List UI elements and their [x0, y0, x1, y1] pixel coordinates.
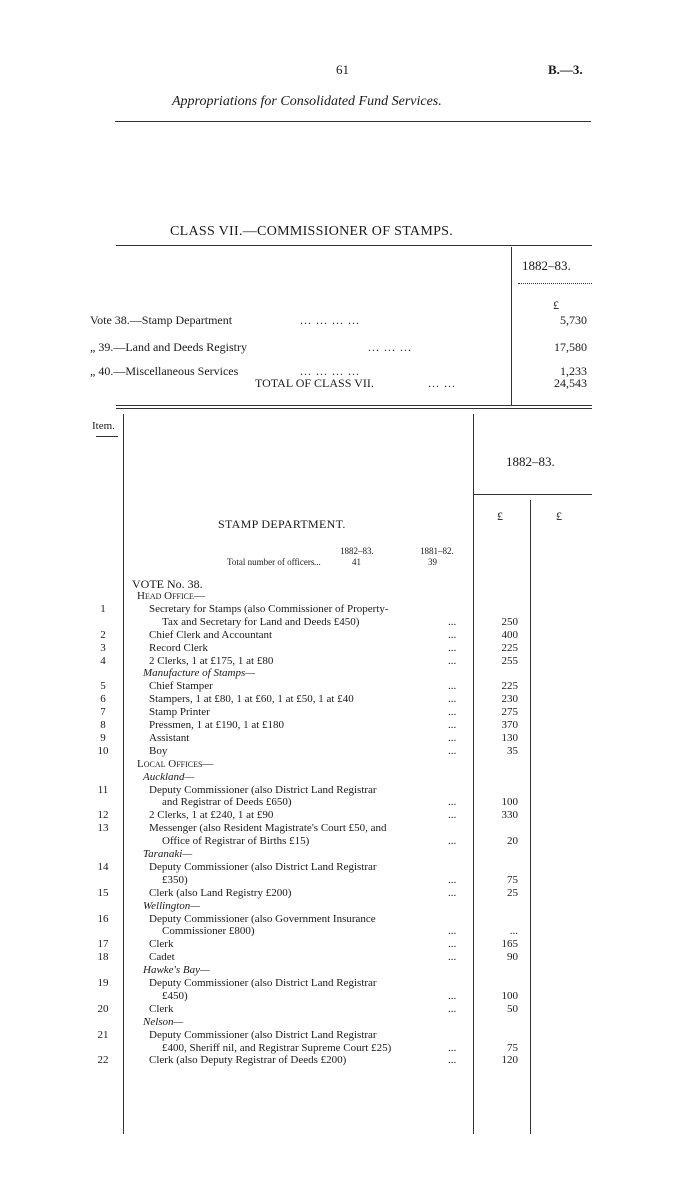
row-description: Deputy Commissioner (also Government Insurance	[149, 912, 376, 925]
row-description: Clerk (also Land Registry £200)	[149, 886, 292, 899]
item-number: 2	[100, 628, 106, 641]
leader-dots: ...	[448, 873, 457, 886]
officers-year-1: 1882–83.	[340, 546, 374, 556]
row-description: Cadet	[149, 951, 175, 964]
leader-dots: ...	[448, 886, 457, 899]
row-amount: 35	[507, 744, 518, 757]
row-description: Commissioner £800)	[162, 925, 255, 938]
officers-count-1: 41	[352, 557, 361, 567]
row-description: Assistant	[149, 731, 190, 744]
item-number: 19	[97, 977, 109, 989]
item-number: 11	[97, 783, 109, 796]
row-amount: 90	[507, 951, 518, 964]
class-heading: CLASS VII.—COMMISSIONER OF STAMPS.	[170, 224, 454, 239]
row-description: £400, Sheriff nil, and Registrar Supreme Court £25)	[162, 1041, 392, 1054]
row-description: Deputy Commissioner (also District Land Registrar	[149, 860, 377, 873]
leader-dots: ...	[448, 654, 457, 667]
leader-dots: ... ... ... ...	[300, 313, 360, 327]
row-amount: 225	[501, 641, 518, 654]
row-description: Office of Registrar of Births £15)	[162, 835, 310, 848]
row-description: Messenger (also Resident Magistrate's Court £50, and	[149, 822, 387, 835]
row-description: Deputy Commissioner (also District Land Registrar	[149, 1028, 377, 1041]
section-heading: Local Offices—	[137, 757, 214, 770]
summary-row-amount: 1,233	[560, 364, 587, 378]
row-description: Chief Stamper	[149, 680, 213, 693]
item-number: 21	[97, 1028, 109, 1041]
item-header-rule	[96, 436, 118, 437]
leader-dots: ...	[448, 938, 457, 951]
summary-column-rule	[511, 247, 512, 405]
item-number: 20	[97, 1002, 109, 1015]
item-number: 14	[97, 860, 109, 873]
row-amount: 100	[501, 796, 518, 809]
summary-year-rule	[518, 283, 592, 284]
officers-year-2: 1881–82.	[420, 546, 454, 556]
leader-dots: ...	[448, 1002, 457, 1015]
item-number: 4	[100, 654, 106, 667]
row-amount: 370	[501, 719, 518, 731]
item-number: 13	[97, 822, 109, 835]
item-number: 15	[97, 886, 109, 899]
leader-dots: ...	[448, 1041, 457, 1054]
row-amount: 255	[501, 654, 518, 667]
item-number: 8	[100, 719, 106, 731]
officers-count-2: 39	[428, 557, 437, 567]
leader-dots: ...	[448, 835, 457, 848]
pound-sign-column-1: £	[497, 509, 503, 523]
row-amount: ...	[509, 925, 518, 938]
leader-dots: ...	[448, 719, 457, 731]
leader-dots: ...	[448, 744, 457, 757]
leader-dots: ... ... ...	[368, 340, 412, 354]
row-amount: 100	[501, 989, 518, 1002]
amount-column-rule	[530, 500, 531, 1134]
row-description: Clerk	[149, 1002, 174, 1015]
row-description: Clerk	[149, 938, 174, 951]
leader-dots: ... ...	[428, 376, 456, 390]
item-number: 5	[100, 680, 106, 693]
leader-dots: ...	[448, 680, 457, 693]
row-amount: 165	[501, 938, 518, 951]
summary-currency: £	[553, 298, 559, 312]
section-heading: Head Office—	[137, 590, 205, 602]
officers-label: Total number of officers	[227, 557, 315, 567]
row-description: 2 Clerks, 1 at £240, 1 at £90	[149, 809, 274, 822]
leader-dots: ...	[448, 951, 457, 964]
leader-dots: ...	[448, 615, 457, 628]
item-number: 17	[97, 938, 109, 951]
row-amount: 250	[501, 615, 518, 628]
row-description: Clerk (also Deputy Registrar of Deeds £200)	[149, 1054, 347, 1067]
section-heading: Nelson—	[143, 1015, 184, 1028]
leader-dots: ...	[314, 557, 321, 567]
summary-row-amount: 5,730	[560, 313, 587, 327]
text-column-rule	[473, 414, 474, 1134]
leader-dots: ...	[448, 1054, 457, 1067]
leader-dots: ...	[448, 989, 457, 1002]
row-amount: 130	[501, 731, 518, 744]
row-amount: 400	[501, 628, 518, 641]
table-year-header: 1882–83.	[506, 454, 555, 469]
row-amount: 230	[501, 693, 518, 706]
item-number: 10	[97, 744, 109, 757]
row-description: Pressmen, 1 at £190, 1 at £180	[149, 719, 285, 731]
summary-year-header: 1882–83.	[522, 258, 571, 273]
row-description: £350)	[162, 873, 188, 886]
section-heading: Taranaki—	[143, 848, 193, 860]
section-heading: Manufacture of Stamps—	[143, 667, 256, 680]
item-number: 7	[100, 706, 106, 719]
summary-row-label: Vote 38.—Stamp Department	[90, 313, 233, 327]
summary-bottom-rule	[116, 405, 592, 406]
row-description: Boy	[149, 744, 168, 757]
row-description: Chief Clerk and Accountant	[149, 628, 273, 641]
row-amount: 75	[507, 1041, 518, 1054]
row-description: £450)	[162, 989, 188, 1002]
item-number: 9	[100, 731, 106, 744]
row-amount: 225	[501, 680, 518, 693]
leader-dots: ...	[448, 628, 457, 641]
leader-dots: ...	[448, 693, 457, 706]
leader-dots: ... ... ... ...	[300, 364, 360, 378]
header-rule	[115, 121, 591, 122]
row-amount: 20	[507, 835, 518, 848]
row-description: Secretary for Stamps (also Commissioner of Property-	[149, 602, 389, 615]
row-amount: 275	[501, 706, 518, 719]
row-amount: 330	[501, 809, 518, 822]
item-number: 6	[100, 693, 106, 706]
row-amount: 25	[507, 886, 518, 899]
leader-dots: ...	[448, 796, 457, 809]
item-number: 18	[97, 951, 109, 964]
leader-dots: ...	[448, 641, 457, 654]
row-amount: 50	[507, 1002, 518, 1015]
section-heading: Wellington—	[143, 899, 201, 912]
item-number: 12	[97, 809, 109, 822]
summary-row-label: „ 40.—Miscellaneous Services	[90, 364, 239, 378]
item-column-rule	[123, 414, 124, 1134]
row-description: Deputy Commissioner (also District Land Registrar	[149, 977, 377, 989]
table-year-rule	[474, 494, 592, 495]
page-subtitle: Appropriations for Consolidated Fund Services.	[172, 94, 442, 109]
item-number: 3	[100, 641, 106, 654]
row-description: Record Clerk	[149, 641, 208, 654]
row-description: Tax and Secretary for Land and Deeds £450)	[162, 615, 360, 628]
row-description: and Registrar of Deeds £650)	[162, 796, 292, 809]
summary-total-label: TOTAL OF CLASS VII.	[255, 376, 374, 390]
row-description: Stampers, 1 at £80, 1 at £60, 1 at £50, 1 at £40	[149, 693, 354, 706]
summary-total-amount: 24,543	[554, 376, 587, 390]
leader-dots: ...	[448, 706, 457, 719]
vote-label: VOTE No. 38.	[132, 577, 203, 591]
row-description: Stamp Printer	[149, 706, 210, 719]
row-description: 2 Clerks, 1 at £175, 1 at £80	[149, 654, 274, 667]
row-amount: 75	[507, 873, 518, 886]
leader-dots: ...	[448, 731, 457, 744]
section-heading: Auckland—	[143, 770, 195, 783]
document-reference: B.—3.	[548, 62, 583, 77]
row-description: Deputy Commissioner (also District Land Registrar	[149, 783, 377, 796]
summary-row-label: „ 39.—Land and Deeds Registry	[90, 340, 247, 354]
leader-dots: ...	[448, 809, 457, 822]
summary-row-amount: 17,580	[554, 340, 587, 354]
item-number: 16	[97, 912, 109, 925]
department-title: STAMP DEPARTMENT.	[218, 517, 346, 531]
leader-dots: ...	[448, 925, 457, 938]
row-amount: 120	[501, 1054, 518, 1067]
page-number: 61	[336, 62, 349, 77]
item-number: 22	[97, 1054, 109, 1067]
summary-bottom-rule-double	[116, 408, 592, 409]
item-column-header: Item.	[92, 420, 115, 432]
item-number: 1	[100, 602, 106, 615]
pound-sign-column-2: £	[556, 509, 562, 523]
summary-top-rule	[116, 245, 592, 246]
section-heading: Hawke's Bay—	[143, 964, 210, 977]
